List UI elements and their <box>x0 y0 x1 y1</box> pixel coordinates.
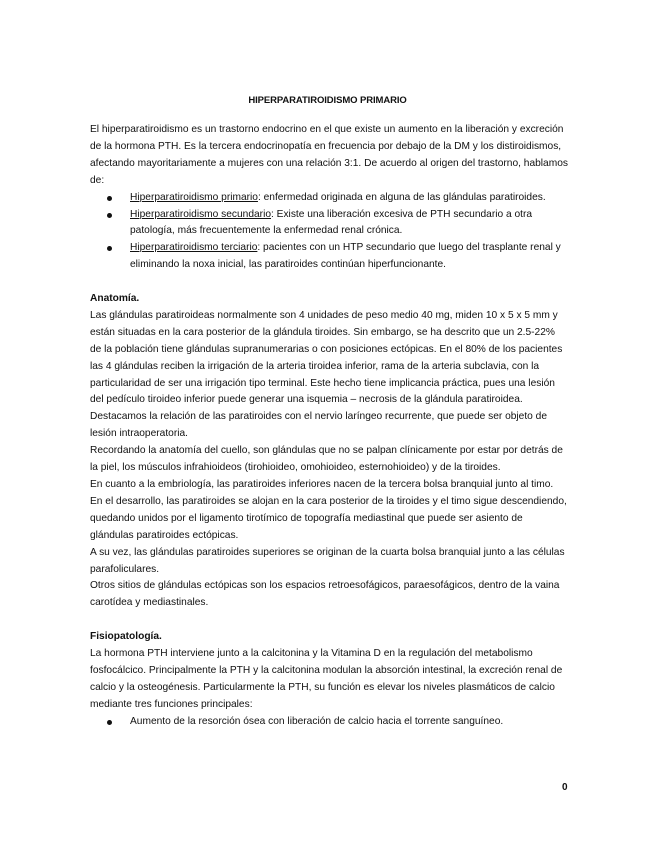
bullet-icon <box>107 213 112 218</box>
bullet-icon <box>107 246 112 251</box>
anatomia-paragraph: En cuanto a la embriología, las paratiroides inferiores nacen de la tercera bolsa branquial junto al timo. En el desarrollo, las paratiroides se alojan en la cara posterior de la tiroides y el timo sigue descendiendo, quedando unidos por el ligamento tirotímico de topografía mediastinal que puede ser asiento de glándulas paratiroides ectópicas. <box>90 479 567 541</box>
anatomia-heading: Anatomía. <box>90 293 140 305</box>
intro-paragraph: El hiperparatiroidismo es un trastorno endocrino en el que existe un aumento en la liberación y excreción de la hormona PTH. Es la tercera endocrinopatía en frecuencia por debajo de la DM y los distiroidismos, afectando mayoritariamente a mujeres con una relación 3:1. De acuerdo al origen del trastorno, hablamos de: <box>90 124 568 186</box>
types-list <box>90 190 568 275</box>
document-body <box>90 122 568 731</box>
bullet-icon <box>107 720 112 725</box>
list-item <box>90 190 568 207</box>
list-item <box>90 714 568 731</box>
anatomia-paragraph: Las glándulas paratiroideas normalmente son 4 unidades de peso medio 40 mg, miden 10 x 5 x 5 mm y están situadas en la cara posterior de la glándula tiroides. Sin embargo, se ha descrito que un 2.5-22% de la población tiene glándulas supranumerarias o con posiciones ectópicas. En el 80% de los pacientes las 4 glándulas reciben la irrigación de la arteria tiroidea inferior, rama de la arteria subclavia, con la particularidad de ser una irrigación tipo terminal. Este hecho tiene implicancia práctica, pues una lesión del pedículo tiroideo inferior puede generar una isquemia – necrosis de la glándula paratiroidea. Destacamos la relación de las paratiroides con el nervio laríngeo recurrente, que puede ser objeto de lesión intraoperatoria. <box>90 309 563 440</box>
type-term: Hiperparatiroidismo terciario <box>130 242 258 254</box>
functions-list <box>90 714 568 731</box>
page-number: 0 <box>562 782 568 793</box>
type-term: Hiperparatiroidismo primario <box>130 191 258 203</box>
type-desc: : pacientes con un HTP secundario que luego del trasplante renal y eliminando la noxa inicial, las paratiroides continúan hiperfuncionante. <box>130 242 561 271</box>
anatomia-paragraph: A su vez, las glándulas paratiroides superiores se originan de la cuarta bolsa branquial junto a las células parafoliculares. <box>90 546 565 575</box>
anatomia-paragraph: Recordando la anatomía del cuello, son glándulas que no se palpan clínicamente por estar por detrás de la piel, los músculos infrahioideos (tirohioideo, omohioideo, esternohioideo) y de la tiroides. <box>90 445 563 474</box>
type-term: Hiperparatiroidismo secundario <box>130 208 271 220</box>
list-item <box>90 240 568 274</box>
function-text: Aumento de la resorción ósea con liberación de calcio hacia el torrente sanguíneo. <box>130 715 504 727</box>
fisiopatologia-paragraph: La hormona PTH interviene junto a la calcitonina y la Vitamina D en la regulación del metabolismo fosfocálcico. Principalmente la PTH y la calcitonina modulan la absorción intestinal, la excreción renal de calcio y la osteogénesis. Particularmente la PTH, su función es elevar los niveles plasmáticos de calcio mediante tres funciones principales: <box>90 648 563 710</box>
bullet-icon <box>107 196 112 201</box>
type-desc: : Existe una liberación excesiva de PTH secundario a otra patología, más frecuentemente la enfermedad renal crónica. <box>130 208 533 237</box>
type-desc: : enfermedad originada en alguna de las glándulas paratiroides. <box>257 191 546 203</box>
page-title: HIPERPARATIROIDISMO PRIMARIO <box>248 95 407 106</box>
anatomia-paragraph: Otros sitios de glándulas ectópicas son los espacios retroesofágicos, paraesofágicos, dentro de la vaina carotídea y mediastinales. <box>90 580 560 609</box>
list-item <box>90 207 568 241</box>
fisiopatologia-heading: Fisiopatología. <box>90 631 162 643</box>
